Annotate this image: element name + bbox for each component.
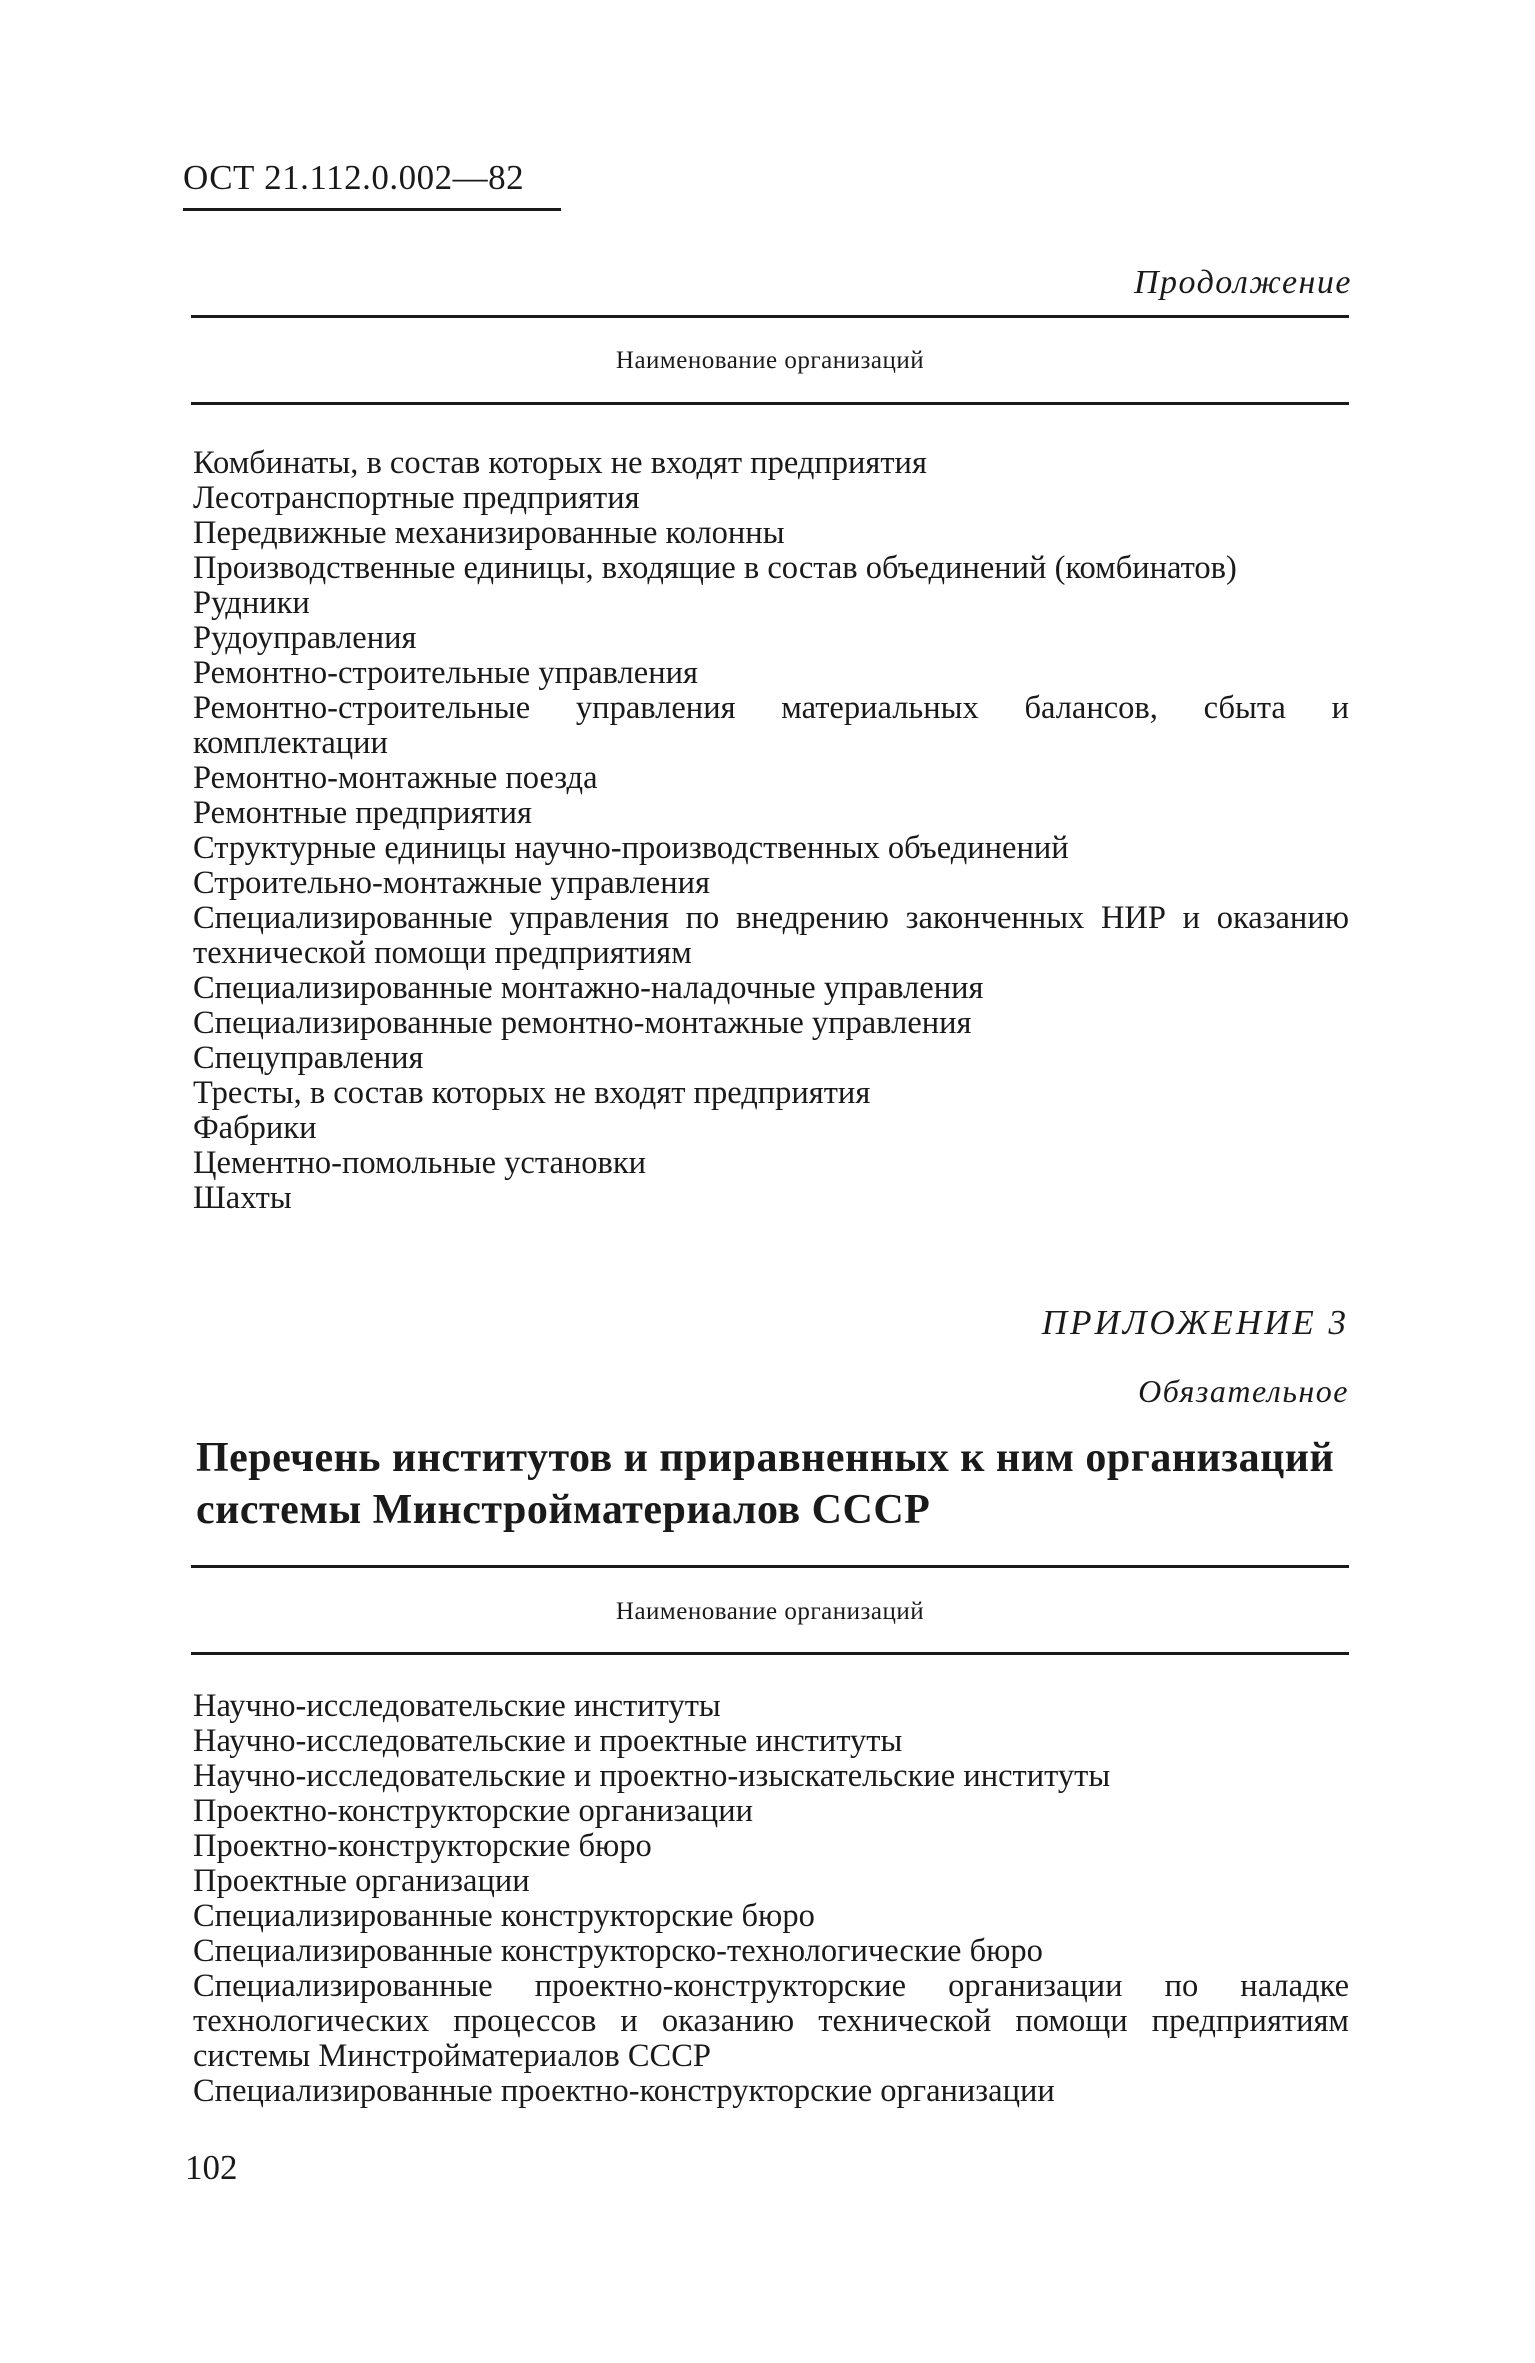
appendix-status: Обязательное — [1138, 1373, 1349, 1409]
list-item: Специализированные ремонтно-монтажные управления — [193, 1005, 972, 1041]
list-item: Шахты — [193, 1180, 292, 1216]
list-item: Цементно-помольные установки — [193, 1145, 647, 1181]
list-item: Производственные единицы, входящие в состав объединений (комбинатов) — [193, 550, 1237, 586]
list-item: Ремонтно-строительные управления — [193, 655, 698, 691]
list-item: Проектно-конструкторские бюро — [193, 1828, 652, 1864]
table1-header-rule — [191, 402, 1349, 405]
list-item: Фабрики — [193, 1110, 317, 1146]
standard-code: ОСТ 21.112.0.002—82 — [183, 158, 525, 197]
list-item: Проектные организации — [193, 1863, 530, 1899]
table1-organization-list — [193, 446, 1349, 1216]
table2-top-rule — [191, 1565, 1349, 1568]
list-item: Ремонтно-строительные управления материальных балансов, сбыта и комплектации — [193, 690, 1349, 761]
list-item: Специализированные монтажно-наладочные управления — [193, 970, 984, 1006]
list-item: Научно-исследовательские и проектно-изыскательские институты — [193, 1758, 1111, 1794]
list-item: Комбинаты, в состав которых не входят предприятия — [193, 445, 927, 481]
appendix-number: ПРИЛОЖЕНИЕ 3 — [1041, 1303, 1349, 1342]
list-item: Специализированные конструкторско-технологические бюро — [193, 1933, 1043, 1969]
list-item: Тресты, в состав которых не входят предприятия — [193, 1075, 871, 1111]
list-item: Научно-исследовательские институты — [193, 1688, 721, 1724]
list-item: Проектно-конструкторские организации — [193, 1793, 753, 1829]
list-item: Рудники — [193, 585, 310, 621]
table2-column-header: Наименование организаций — [615, 1598, 925, 1625]
list-item: Ремонтные предприятия — [193, 795, 532, 831]
list-item: Рудоуправления — [193, 620, 417, 656]
table1-column-header: Наименование организаций — [615, 347, 925, 374]
list-item: Строительно-монтажные управления — [193, 865, 710, 901]
table1-top-rule — [191, 315, 1349, 318]
list-item: Специализированные управления по внедрению законченных НИР и оказанию технической помощи предприятиям — [193, 900, 1349, 971]
list-item: Спецуправления — [193, 1040, 424, 1076]
list-item: Структурные единицы научно-производственных объединений — [193, 830, 1069, 866]
appendix-title: Перечень институтов и приравненных к ним организаций системы Минстройматериалов СССР — [196, 1435, 1335, 1533]
standard-code-underline — [183, 208, 561, 211]
list-item: Специализированные проектно-конструкторские организации — [193, 2073, 1055, 2109]
continuation-label: Продолжение — [1133, 264, 1352, 301]
list-item: Передвижные механизированные колонны — [193, 515, 785, 551]
list-item: Лесотранспортные предприятия — [193, 480, 640, 516]
table2-organization-list — [193, 1689, 1349, 2109]
list-item: Научно-исследовательские и проектные институты — [193, 1723, 903, 1759]
list-item: Ремонтно-монтажные поезда — [193, 760, 598, 796]
list-item: Специализированные проектно-конструкторские организации по наладке технологических процессов и оказанию технической помощи предприятиям системы Минстройматериалов СССР — [193, 1968, 1349, 2074]
table2-header-rule — [191, 1652, 1349, 1655]
page-number: 102 — [185, 2148, 238, 2187]
list-item: Специализированные конструкторские бюро — [193, 1898, 815, 1934]
